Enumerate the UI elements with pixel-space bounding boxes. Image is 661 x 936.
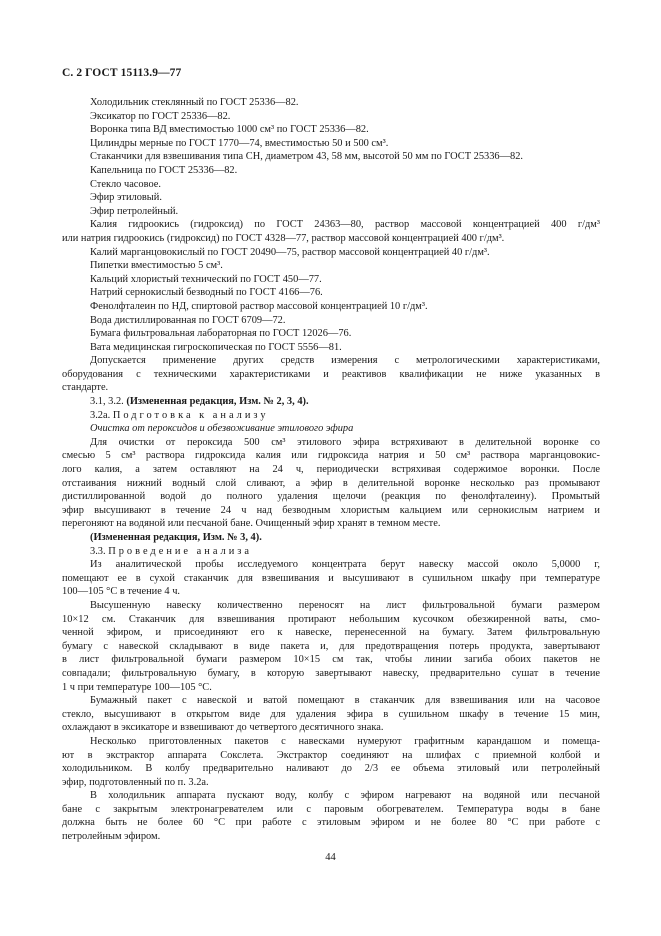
list-item: Эфир петролейный. <box>90 205 179 217</box>
list-item: Бумага фильтровальная лабораторная по ГОСТ 12026—76. <box>90 328 352 340</box>
list-item: Цилиндры мерные по ГОСТ 1770—74, вместимостью 50 и 500 см³. <box>90 137 389 149</box>
text-line: лого калия, а затем оставляют на 24 ч, периодически встряхивая содержимое воронки. После <box>62 464 600 476</box>
section-title: Проведение анализа <box>108 545 252 557</box>
list-item: Холодильник стеклянный по ГОСТ 25336—82. <box>90 97 299 108</box>
list-item: Кальций хлористый технический по ГОСТ 450—77. <box>90 273 322 285</box>
text-line: совпадали; фильтровальную бумагу, в которую завертывают навеску, предварительно сушат в течение <box>62 667 600 679</box>
paragraph-2 <box>62 599 600 694</box>
list-item: Калия гидроокись (гидроксид) по ГОСТ 24363—80, раствор массовой концентрацией 400 г/дм³ <box>90 219 600 231</box>
text-line: бане с закрытым электронагревателем или с паровым обогревателем. Температура воды в бане <box>62 803 600 815</box>
text-line: Для очистки от пероксида 500 см³ этилового эфира встряхивают в делительной воронке со <box>90 436 600 448</box>
text-line: петролейным эфиром. <box>62 831 161 843</box>
text-line: перегоняют на водяной или песчаной бане. Очищенный эфир хранят в темном месте. <box>62 518 441 530</box>
revision-ref: 3.1, 3.2. <box>90 396 124 408</box>
revision-note: (Измененная редакция, Изм. № 3, 4). <box>90 532 262 543</box>
list-item: Капельница по ГОСТ 25336—82. <box>90 164 238 176</box>
list-item: Эксикатор по ГОСТ 25336—82. <box>90 110 231 122</box>
text-line: 1 ч при температуре 100—105 °С. <box>62 681 212 693</box>
text-line: 10×12 см. Стаканчик для взвешивания протирают небольшим кусочком обезжиренной ваты, смо- <box>62 613 600 625</box>
text-line: эфир высушивают в течение 24 ч над безводным хлористым кальцием или сернокислым натрием и <box>62 504 600 516</box>
text-line: стекло, высушивают в открытом виде для удаления эфира в сушильном шкафу в течение 15 мин, <box>62 708 600 720</box>
paragraph-1 <box>62 558 600 599</box>
text-line: охлаждают в эксикаторе и взвешивают до четвертого десятичного знака. <box>62 722 384 734</box>
text-line: В холодильник аппарата пускают воду, колбу с эфиром нагревают на водяной или песчаной <box>90 790 600 802</box>
list-item: Стаканчики для взвешивания типа СН, диаметром 43, 58 мм, высотой 50 мм по ГОСТ 25336—82. <box>90 151 524 163</box>
text-line: должна быть не более 60 °С при работе с этиловым эфиром и не более 80 °С при работе с <box>62 817 600 829</box>
text-line: ют в экстрактор аппарата Сокслета. Экстрактор соединяют на шлифах с приемной колбой и <box>62 749 600 761</box>
list-item-continuation: или натрия гидроокись (гидроксид) по ГОСТ 4328—77, раствор массовой концентрацией 400 г/дм³. <box>62 232 505 244</box>
list-item: Вата медицинская гигроскопическая по ГОСТ 5556—81. <box>90 341 342 353</box>
section-number: 3.2а. <box>90 409 111 421</box>
text-line: отстаивания нижний водный слой сливают, а эфир в делительной воронке несколько раз промывают <box>62 477 600 489</box>
subsection-title: Очистка от пероксидов и обезвоживание этилового эфира <box>90 423 354 435</box>
paragraph-3 <box>62 694 600 735</box>
list-item: Пипетки вместимостью 5 см³. <box>90 260 223 272</box>
text-line: стандарте. <box>62 382 109 394</box>
revision-note <box>62 395 600 409</box>
text-line: смесью 5 см³ раствора гидроксида калия или гидроксида натрия и 50 см³ раствора марганцовокис- <box>62 450 600 462</box>
list-item: Калий марганцовокислый по ГОСТ 20490—75, раствор массовой концентрацией 40 г/дм³. <box>90 246 490 258</box>
list-item: Стекло часовое. <box>90 178 161 190</box>
page-number: 44 <box>325 852 336 863</box>
section-heading <box>62 545 600 559</box>
list-item: Фенолфталеин по НД, спиртовой раствор массовой концентрацией 10 г/дм³. <box>90 300 428 312</box>
equipment-list <box>62 96 600 354</box>
text-line: Несколько приготовленных пакетов с навесками нумеруют графитным карандашом и помеща- <box>90 735 600 747</box>
text-line: дистиллированной водой до полного удаления щелочи (реакция по фенолфталеину). Промытый <box>62 491 600 503</box>
list-item: Воронка типа ВД вместимостью 1000 см³ по ГОСТ 25336—82. <box>90 124 369 136</box>
text-line: 100—105 °С в течение 4 ч. <box>62 586 181 598</box>
text-line: ченной эфиром, и присоединяют его к навеске, перенесенной на бумагу. Затем фильтровальную <box>62 627 600 639</box>
text-line: Из аналитической пробы исследуемого концентрата берут навеску массой около 5,0000 г, <box>90 559 600 571</box>
section-title: Подготовка к анализу <box>112 409 269 421</box>
text-line: помещают ее в сухой стаканчик для взвешивания и высушивают в сушильном шкафу при температуре <box>62 572 600 584</box>
text-line: Бумажный пакет с навеской и ватой помещают в стаканчик для взвешивания или на часовое <box>90 695 600 707</box>
section-heading <box>62 409 600 423</box>
paragraph-5 <box>62 789 600 843</box>
allowed-paragraph <box>62 354 600 395</box>
text-line: в лист фильтровальной бумаги размером 10×15 см так, чтобы линии загиба обоих пакетов не <box>62 654 600 666</box>
text-line: эфир, подготовленный по п. 3.2а. <box>62 776 209 788</box>
text-line: Допускается применение других средств измерения с метрологическими характеристиками, <box>90 355 600 367</box>
paragraph-4 <box>62 735 600 789</box>
text-line: бумагу с навеской складывают в виде пакета и, для предотвращения потерь продукта, завертывают <box>62 640 600 652</box>
list-item: Натрий сернокислый безводный по ГОСТ 4166—76. <box>90 287 323 299</box>
text-line: Высушенную навеску количественно переносят на лист фильтровальной бумаги размером <box>90 599 600 611</box>
revision-text: (Измененная редакция, Изм. № 2, 3, 4). <box>126 396 309 408</box>
page-header: С. 2 ГОСТ 15113.9—77 <box>62 67 182 79</box>
list-item: Вода дистиллированная по ГОСТ 6709—72. <box>90 314 286 326</box>
section-number: 3.3. <box>90 545 106 557</box>
list-item: Эфир этиловый. <box>90 192 162 204</box>
text-line: оборудования с техническими характеристиками и реактивов квалификации не ниже указанных в <box>62 368 600 380</box>
text-line: холодильником. В колбу предварительно наливают до 2/3 ее объема этиловый или петролейный <box>62 763 600 775</box>
page-content <box>62 96 600 844</box>
purify-paragraph <box>62 436 600 531</box>
